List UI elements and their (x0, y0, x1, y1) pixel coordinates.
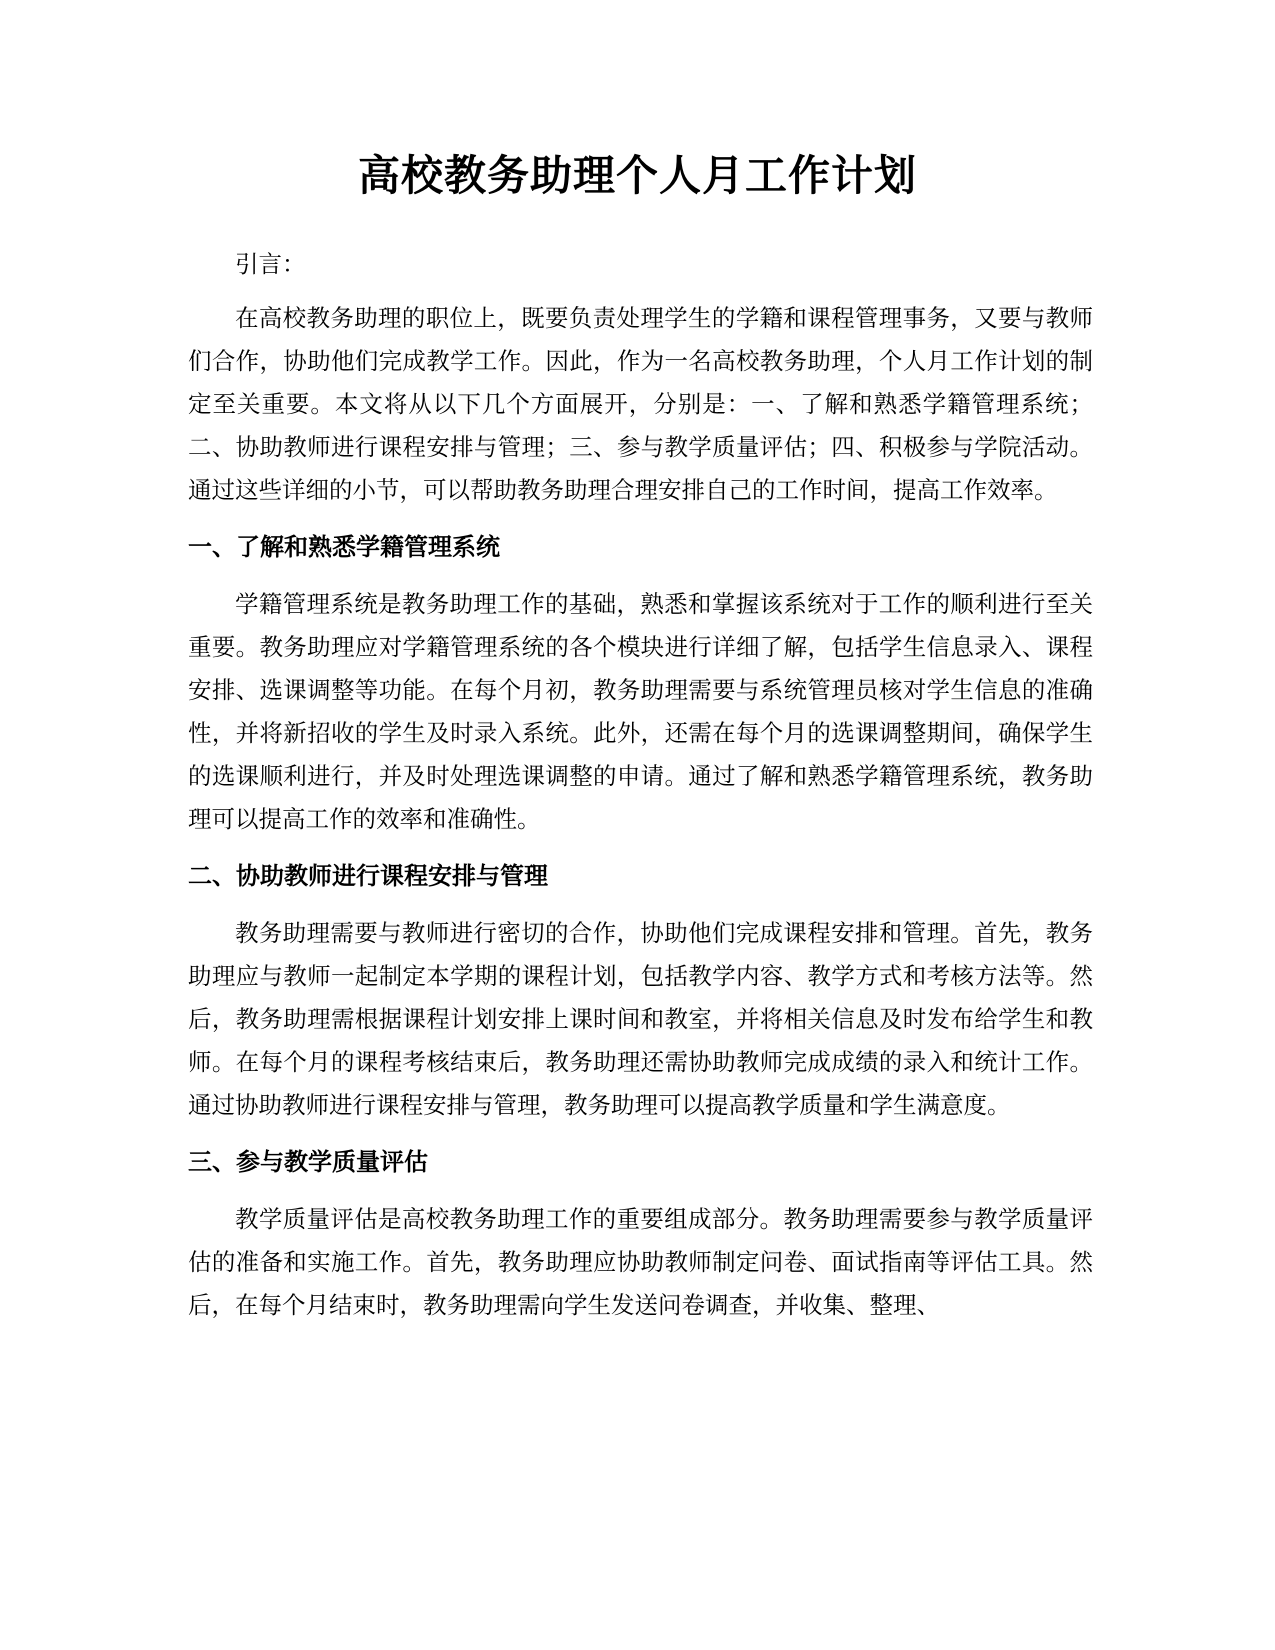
section-heading-2: 二、协助教师进行课程安排与管理 (188, 862, 548, 890)
section-heading-1: 一、了解和熟悉学籍管理系统 (188, 533, 500, 561)
section-heading-3: 三、参与教学质量评估 (188, 1148, 428, 1176)
document-body (188, 243, 1093, 1327)
section-body-2: 教务助理需要与教师进行密切的合作，协助他们完成课程安排和管理。首先，教务助理应与教师一起制定本学期的课程计划，包括教学内容、教学方式和考核方法等。然后，教务助理需根据课程计划安排上课时间和教室，并将相关信息及时发布给学生和教师。在每个月的课程考核结束后，教务助理还需协助教师完成成绩的录入和统计工作。通过协助教师进行课程安排与管理，教务助理可以提高教学质量和学生满意度。 (188, 919, 1093, 1119)
intro-paragraph: 在高校教务助理的职位上，既要负责处理学生的学籍和课程管理事务，又要与教师们合作，协助他们完成教学工作。因此，作为一名高校教务助理，个人月工作计划的制定至关重要。本文将从以下几个方面展开，分别是：一、了解和熟悉学籍管理系统；二、协助教师进行课程安排与管理；三、参与教学质量评估；四、积极参与学院活动。通过这些详细的小节，可以帮助教务助理合理安排自己的工作时间，提高工作效率。 (188, 304, 1093, 504)
section-body-1: 学籍管理系统是教务助理工作的基础，熟悉和掌握该系统对于工作的顺利进行至关重要。教务助理应对学籍管理系统的各个模块进行详细了解，包括学生信息录入、课程安排、选课调整等功能。在每个月初，教务助理需要与系统管理员核对学生信息的准确性，并将新招收的学生及时录入系统。此外，还需在每个月的选课调整期间，确保学生的选课顺利进行，并及时处理选课调整的申请。通过了解和熟悉学籍管理系统，教务助理可以提高工作的效率和准确性。 (188, 590, 1093, 833)
intro-label: 引言： (235, 250, 306, 278)
section-body-3: 教学质量评估是高校教务助理工作的重要组成部分。教务助理需要参与教学质量评估的准备和实施工作。首先，教务助理应协助教师制定问卷、面试指南等评估工具。然后，在每个月结束时，教务助理需向学生发送问卷调查，并收集、整理、 (188, 1205, 1093, 1319)
document-title: 高校教务助理个人月工作计划 (357, 151, 917, 200)
